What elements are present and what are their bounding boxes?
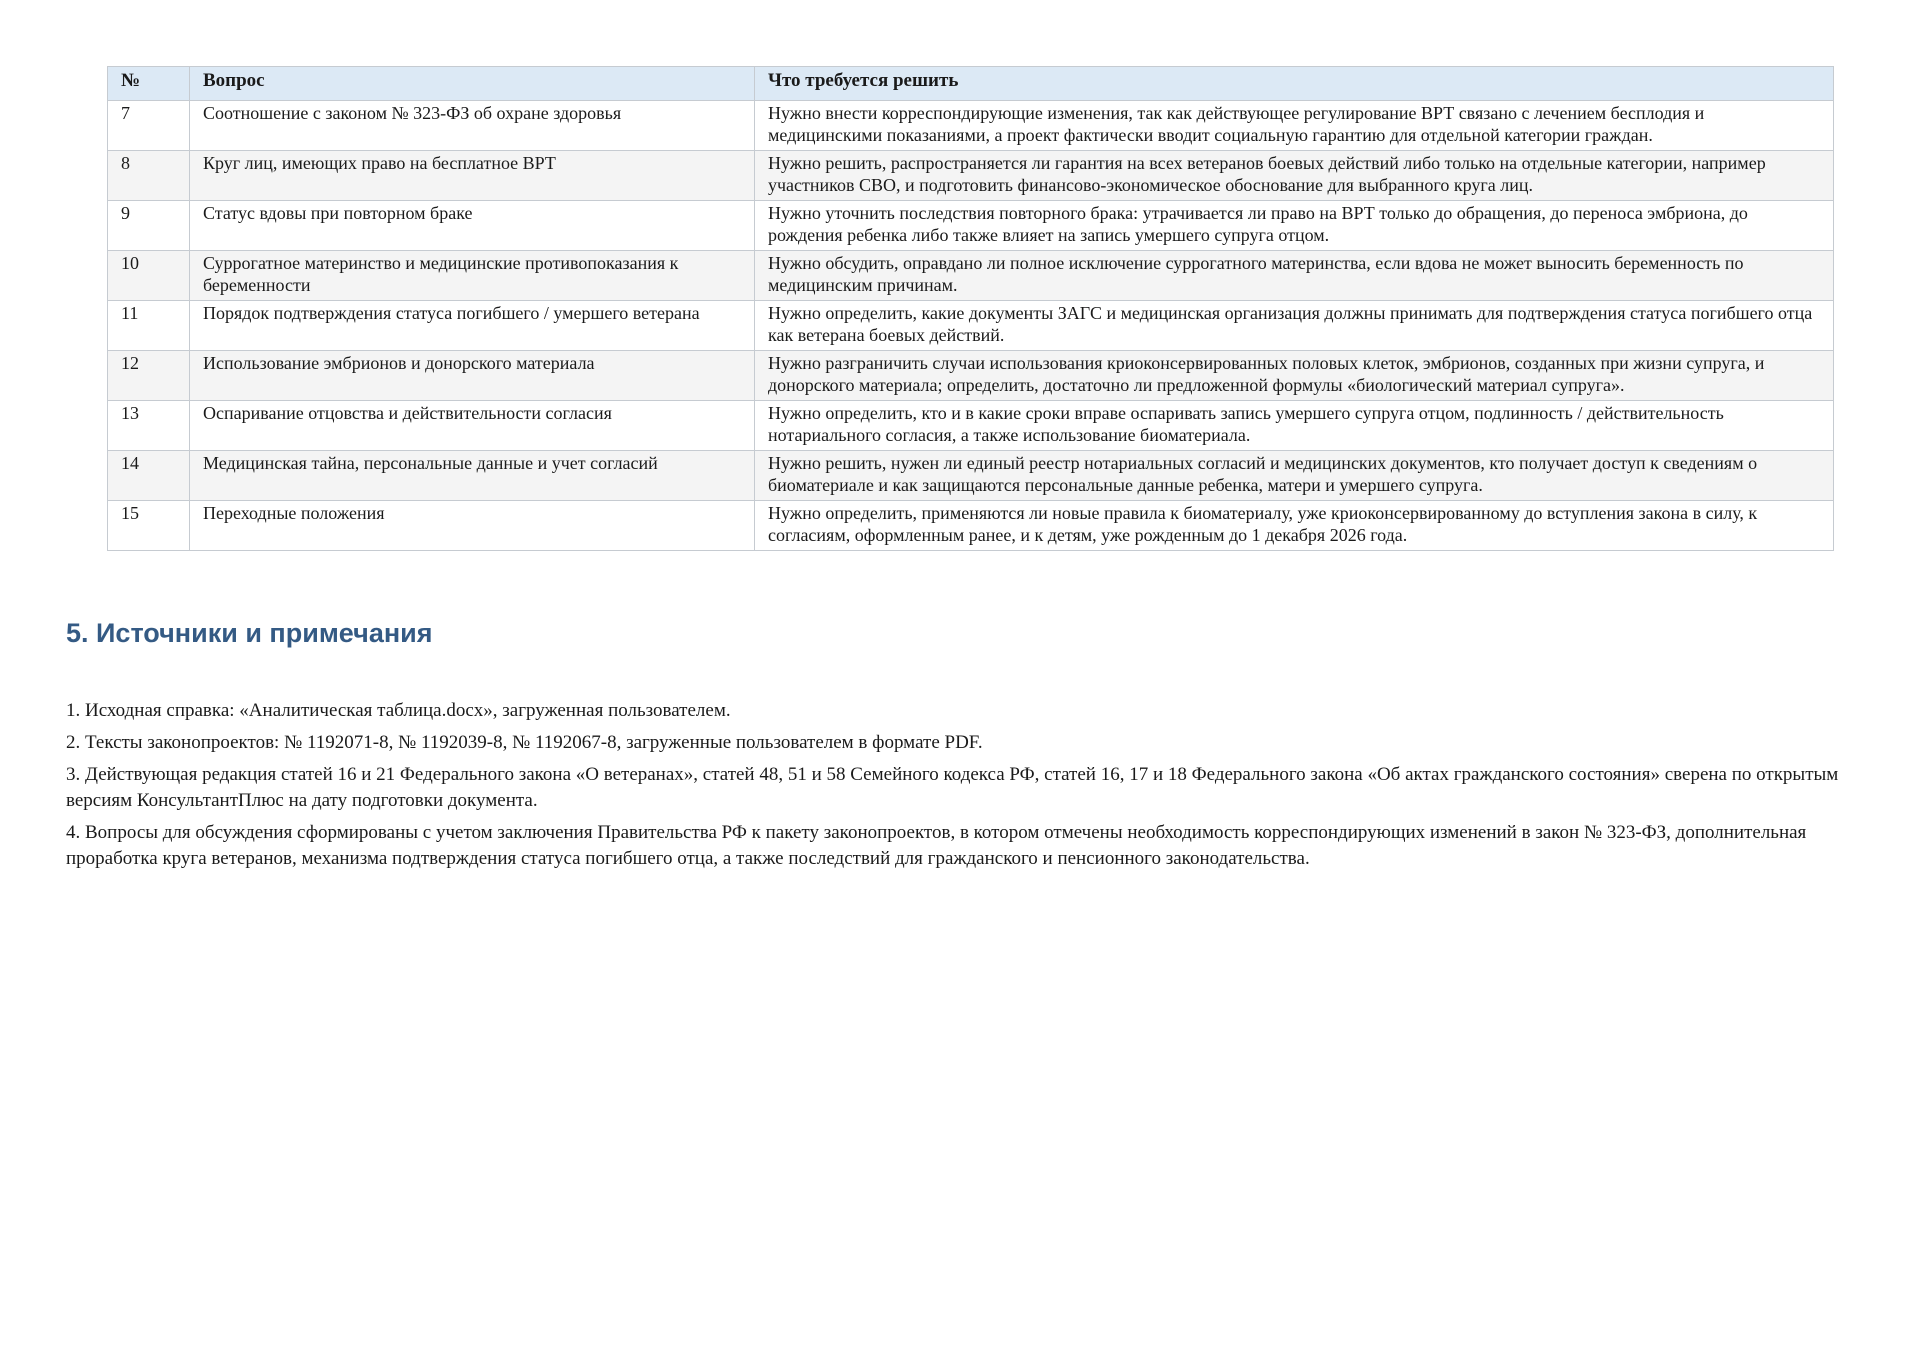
section-heading: 5. Источники и примечания (66, 618, 433, 648)
notes-list (66, 698, 1846, 878)
table-header-row (108, 67, 1834, 101)
note-item: 4. Вопросы для обсуждения сформированы с учетом заключения Правительства РФ к пакету законопроектов, в котором отмечены необходимость корреспондирующих изменений в закон № 323-ФЗ, дополнительная проработка круга ветеранов, механизма подтверждения статуса погибшего отца, а также последствий для гражданского и пенсионного законодательства. (66, 822, 1807, 869)
row-question: Соотношение с законом № 323-ФЗ об охране здоровья (190, 101, 755, 151)
row-number: 8 (108, 151, 190, 201)
row-to-decide: Нужно решить, нужен ли единый реестр нотариальных согласий и медицинских документов, кто получает доступ к сведениям о биоматериале и как защищаются персональные данные ребенка, матери и умершего супруга. (755, 451, 1834, 501)
row-question: Статус вдовы при повторном браке (190, 201, 755, 251)
row-question: Круг лиц, имеющих право на бесплатное ВРТ (190, 151, 755, 201)
row-number: 14 (108, 451, 190, 501)
table-row (108, 501, 1834, 551)
table-row (108, 301, 1834, 351)
header-to-decide: Что требуется решить (755, 67, 1834, 101)
row-to-decide: Нужно определить, применяются ли новые правила к биоматериалу, уже криоконсервированному до вступления закона в силу, к согласиям, оформленным ранее, и к детям, уже рожденным до 1 декабря 2026 года. (755, 501, 1834, 551)
note-item: 3. Действующая редакция статей 16 и 21 Федерального закона «О ветеранах», статей 48, 51 и 58 Семейного кодекса РФ, статей 16, 17 и 18 Федерального закона «Об актах гражданского состояния» сверена по открытым версиям КонсультантПлюс на дату подготовки документа. (66, 764, 1839, 811)
row-to-decide: Нужно уточнить последствия повторного брака: утрачивается ли право на ВРТ только до обращения, до переноса эмбриона, до рождения ребенка либо также влияет на запись умершего супруга отцом. (755, 201, 1834, 251)
row-question: Порядок подтверждения статуса погибшего / умершего ветерана (190, 301, 755, 351)
header-number: № (108, 67, 190, 101)
table-row (108, 151, 1834, 201)
issues-table (107, 66, 1834, 551)
row-number: 9 (108, 201, 190, 251)
table-row (108, 101, 1834, 151)
row-question: Суррогатное материнство и медицинские противопоказания к беременности (190, 251, 755, 301)
row-question: Оспаривание отцовства и действительности согласия (190, 401, 755, 451)
row-to-decide: Нужно решить, распространяется ли гарантия на всех ветеранов боевых действий либо только на отдельные категории, например участников СВО, и подготовить финансово-экономическое обоснование для выбранного круга лиц. (755, 151, 1834, 201)
row-to-decide: Нужно внести корреспондирующие изменения, так как действующее регулирование ВРТ связано с лечением бесплодия и медицинскими показаниями, а проект фактически вводит социальную гарантию для отдельной категории граждан. (755, 101, 1834, 151)
table-row (108, 251, 1834, 301)
table-row (108, 401, 1834, 451)
note-item: 2. Тексты законопроектов: № 1192071-8, № 1192039-8, № 1192067-8, загруженные пользователем в формате PDF. (66, 732, 983, 753)
row-question: Использование эмбрионов и донорского материала (190, 351, 755, 401)
row-to-decide: Нужно обсудить, оправдано ли полное исключение суррогатного материнства, если вдова не может выносить беременность по медицинским причинам. (755, 251, 1834, 301)
table-row (108, 351, 1834, 401)
row-to-decide: Нужно определить, кто и в какие сроки вправе оспаривать запись умершего супруга отцом, подлинность / действительность нотариального согласия, а также использование биоматериала. (755, 401, 1834, 451)
row-number: 11 (108, 301, 190, 351)
table-row (108, 201, 1834, 251)
header-question: Вопрос (190, 67, 755, 101)
row-question: Медицинская тайна, персональные данные и учет согласий (190, 451, 755, 501)
row-number: 12 (108, 351, 190, 401)
row-number: 10 (108, 251, 190, 301)
row-number: 13 (108, 401, 190, 451)
row-question: Переходные положения (190, 501, 755, 551)
note-item: 1. Исходная справка: «Аналитическая таблица.docx», загруженная пользователем. (66, 700, 731, 721)
row-to-decide: Нужно разграничить случаи использования криоконсервированных половых клеток, эмбрионов, созданных при жизни супруга, и донорского материала; определить, достаточно ли предложенной формулы «биологический материал супруга». (755, 351, 1834, 401)
row-number: 15 (108, 501, 190, 551)
row-number: 7 (108, 101, 190, 151)
row-to-decide: Нужно определить, какие документы ЗАГС и медицинская организация должны принимать для подтверждения статуса погибшего отца как ветерана боевых действий. (755, 301, 1834, 351)
table-row (108, 451, 1834, 501)
